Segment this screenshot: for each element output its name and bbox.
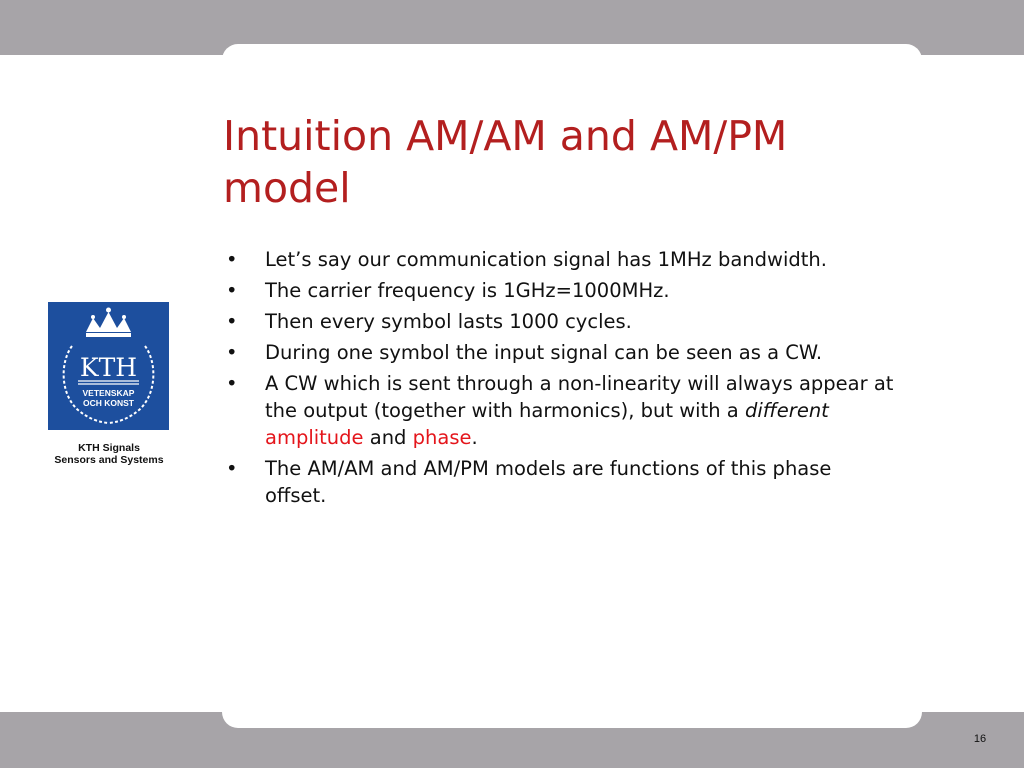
kth-logo bbox=[48, 302, 169, 430]
bullet-marker: • bbox=[226, 279, 238, 302]
highlight-amplitude: amplitude bbox=[265, 426, 364, 449]
bullet-text: During one symbol the input signal can be seen as a CW. bbox=[265, 341, 823, 364]
bullet-marker: • bbox=[226, 341, 238, 364]
logo-line1-text: VETENSKAP bbox=[82, 388, 135, 398]
bullet-marker: • bbox=[226, 248, 238, 271]
highlight-phase: phase bbox=[412, 426, 472, 449]
bullet-item bbox=[226, 246, 896, 273]
bullet-text-period: . bbox=[471, 426, 478, 449]
logo-caption-line2: Sensors and Systems bbox=[54, 454, 164, 466]
italic-word: different bbox=[744, 399, 829, 422]
bullet-text: Let’s say our communication signal has 1MHz bandwidth. bbox=[265, 248, 827, 271]
bullet-item bbox=[226, 370, 896, 451]
bullet-item bbox=[226, 339, 896, 366]
bullet-marker: • bbox=[226, 457, 238, 480]
bullet-marker: • bbox=[226, 310, 238, 333]
slide-title: Intuition AM/AM and AM/PM model bbox=[223, 112, 788, 212]
logo-main-text: KTH bbox=[79, 353, 138, 382]
page-number: 16 bbox=[973, 733, 987, 745]
bullet-item bbox=[226, 308, 896, 335]
bullet-item bbox=[226, 277, 896, 304]
bullet-item bbox=[226, 455, 896, 509]
logo-caption bbox=[30, 442, 188, 466]
bullet-list bbox=[226, 246, 896, 513]
bullet-marker: • bbox=[226, 372, 238, 395]
bullet-text: The AM/AM and AM/PM models are functions of this phase offset. bbox=[265, 457, 832, 507]
logo-caption-line1: KTH Signals bbox=[78, 442, 140, 454]
bullet-text: The carrier frequency is 1GHz=1000MHz. bbox=[265, 279, 670, 302]
logo-line2-text: OCH KONST bbox=[83, 398, 134, 408]
bullet-text: Then every symbol lasts 1000 cycles. bbox=[265, 310, 632, 333]
bullet-text-and: and bbox=[369, 426, 407, 449]
kth-emblem-icon bbox=[48, 302, 169, 430]
bullet-text: A CW which is sent through a non-linearity will always appear at the output (together with harmonics), but with a bbox=[265, 372, 894, 422]
